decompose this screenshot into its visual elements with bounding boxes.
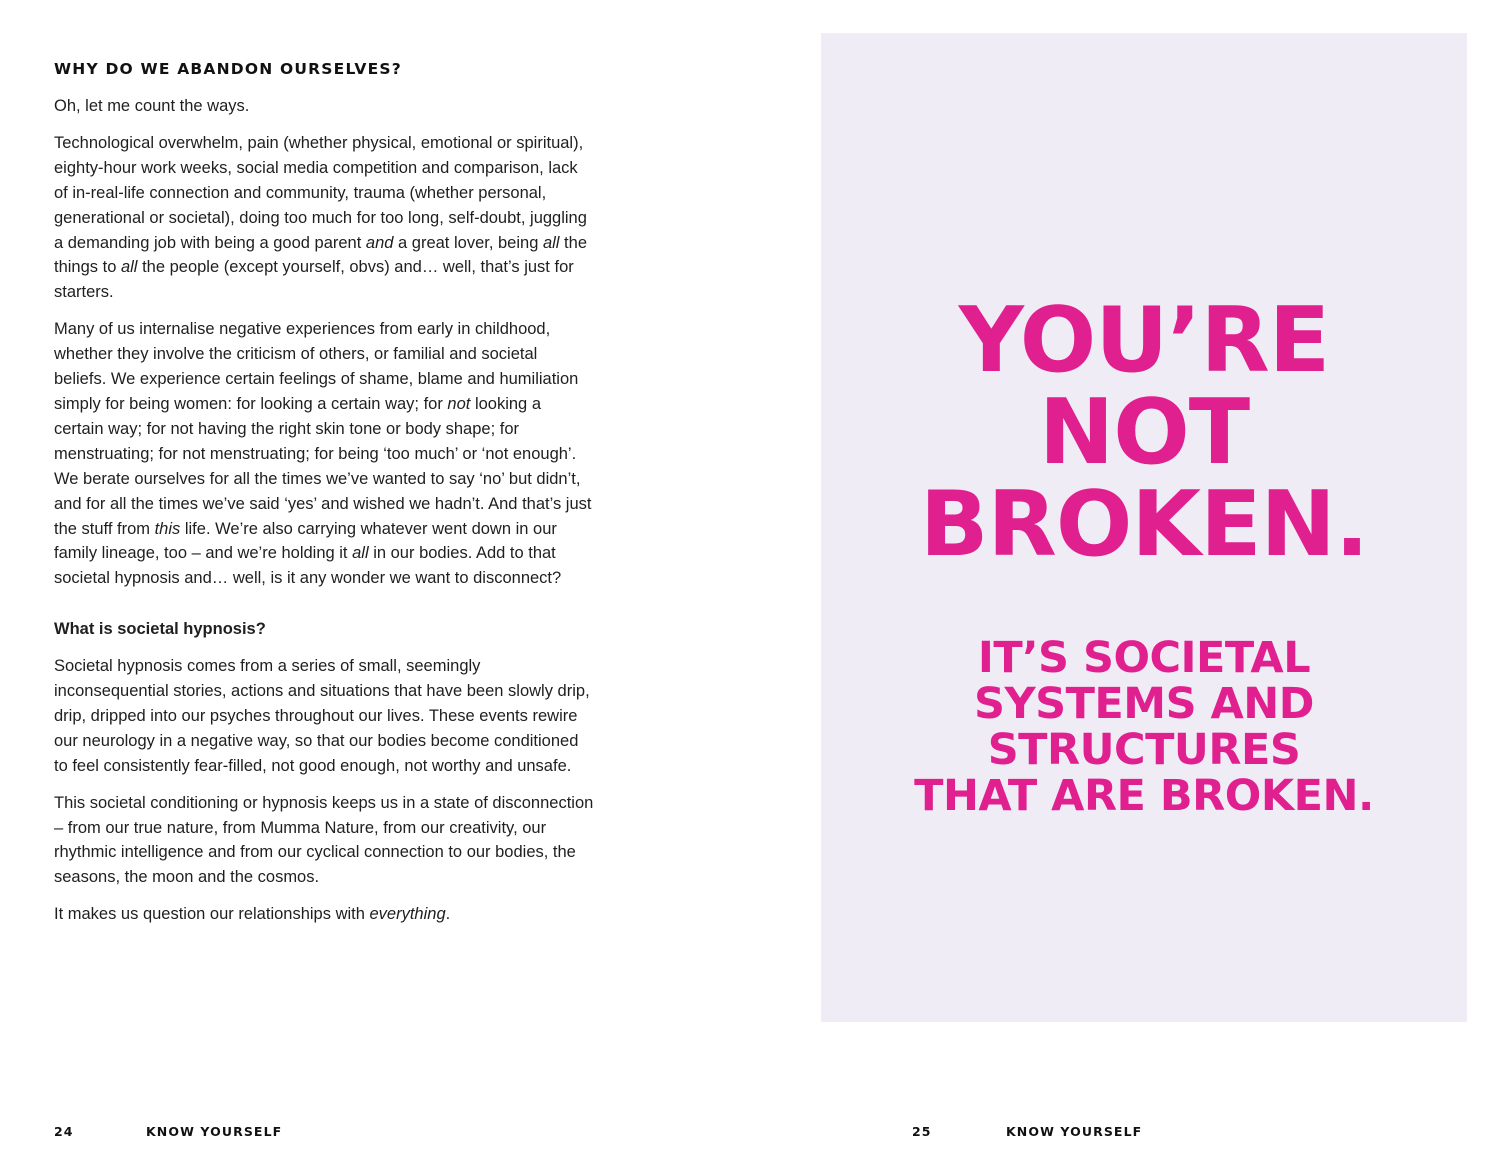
quote-main-line: BROKEN. xyxy=(919,472,1369,577)
emphasis-text: all xyxy=(352,544,369,563)
text-span: Many of us internalise negative experiences from early in childhood, whether they involve the criticism of others, or familial and societal beliefs. We experience certain feelings of shame, blame and humiliation simply for being women: for looking a certain way; for xyxy=(54,320,579,413)
subheading-societal-hypnosis: What is societal hypnosis? xyxy=(54,620,266,639)
page-number: 25 xyxy=(912,1124,932,1139)
quote-main-line: NOT xyxy=(1038,380,1250,485)
text-span: Technological overwhelm, pain (whether physical, emotional or spiritual), eighty-hour work weeks, social media competition and comparison, lack of in-real-life connection and community, trauma (whether personal, generational or societal), doing too much for too long, self-doubt, juggling a demanding job with being a good parent xyxy=(54,133,587,252)
body-text-column xyxy=(54,58,594,939)
emphasis-text: not xyxy=(447,394,471,413)
pull-quote-panel xyxy=(821,33,1467,1022)
text-span: the people (except yourself, obvs) and… well, that’s just for starters. xyxy=(54,258,574,302)
text-span: a great lover, being xyxy=(393,233,543,252)
text-span: life. We’re also carrying whatever went down in our family lineage, too – and we’re holding it xyxy=(54,519,557,563)
quote-main-line: YOU’RE xyxy=(958,288,1330,393)
quote-sub-line: SYSTEMS AND xyxy=(974,679,1314,729)
quote-sub-line: STRUCTURES xyxy=(987,725,1301,775)
paragraph-intro: Oh, let me count the ways. xyxy=(54,97,250,115)
quote-sub-line: IT’S SOCIETAL xyxy=(977,633,1311,683)
emphasis-text: and xyxy=(365,233,394,252)
right-page xyxy=(750,0,1500,1174)
pull-quote-main xyxy=(821,288,1467,577)
emphasis-text: all xyxy=(120,258,138,277)
emphasis-text: all xyxy=(542,233,560,252)
text-span: It makes us question our relationships with xyxy=(54,905,370,924)
section-heading: WHY DO WE ABANDON OURSELVES? xyxy=(54,60,402,78)
page-number: 24 xyxy=(54,1124,74,1139)
quote-sub-line: THAT ARE BROKEN. xyxy=(914,771,1374,821)
paragraph-conditioning: This societal conditioning or hypnosis keeps us in a state of disconnection – from our true nature, from Mumma Nature, from our creativity, our rhythmic intelligence and from our cyclical connection to our bodies, the seasons, the moon and the cosmos. xyxy=(54,793,594,887)
paragraph-internalise xyxy=(54,317,594,591)
running-head: KNOW YOURSELF xyxy=(146,1124,283,1139)
paragraph-hypnosis-definition: Societal hypnosis comes from a series of small, seemingly inconsequential stories, actions and situations that have been slowly drip, drip, dripped into our psyches throughout our lives. These events rewire our neurology in a negative way, so that our bodies become conditioned to feel consistently fear-filled, not good enough, not worthy and unsafe. xyxy=(54,657,590,775)
emphasis-text: this xyxy=(154,519,181,538)
emphasis-text: everything xyxy=(369,905,446,924)
text-span: in our bodies. Add to that societal hypnosis and… well, is it any wonder we want to disconnect? xyxy=(54,544,562,588)
text-span: looking a certain way; for not having the right skin tone or body shape; for menstruating; for not menstruating; for being ‘too much’ or ‘not enough’. We berate ourselves for all the times we’ve wanted to say ‘no’ but didn’t, and for all the times we’ve said ‘yes’ and wished we hadn’t. And that’s just the stuff from xyxy=(54,394,592,538)
text-span: . xyxy=(445,905,451,924)
text-span: the things to xyxy=(54,233,587,277)
running-head: KNOW YOURSELF xyxy=(1006,1124,1143,1139)
pull-quote-sub xyxy=(821,635,1467,819)
paragraph-reasons xyxy=(54,131,594,305)
paragraph-question-relationships xyxy=(54,902,594,927)
